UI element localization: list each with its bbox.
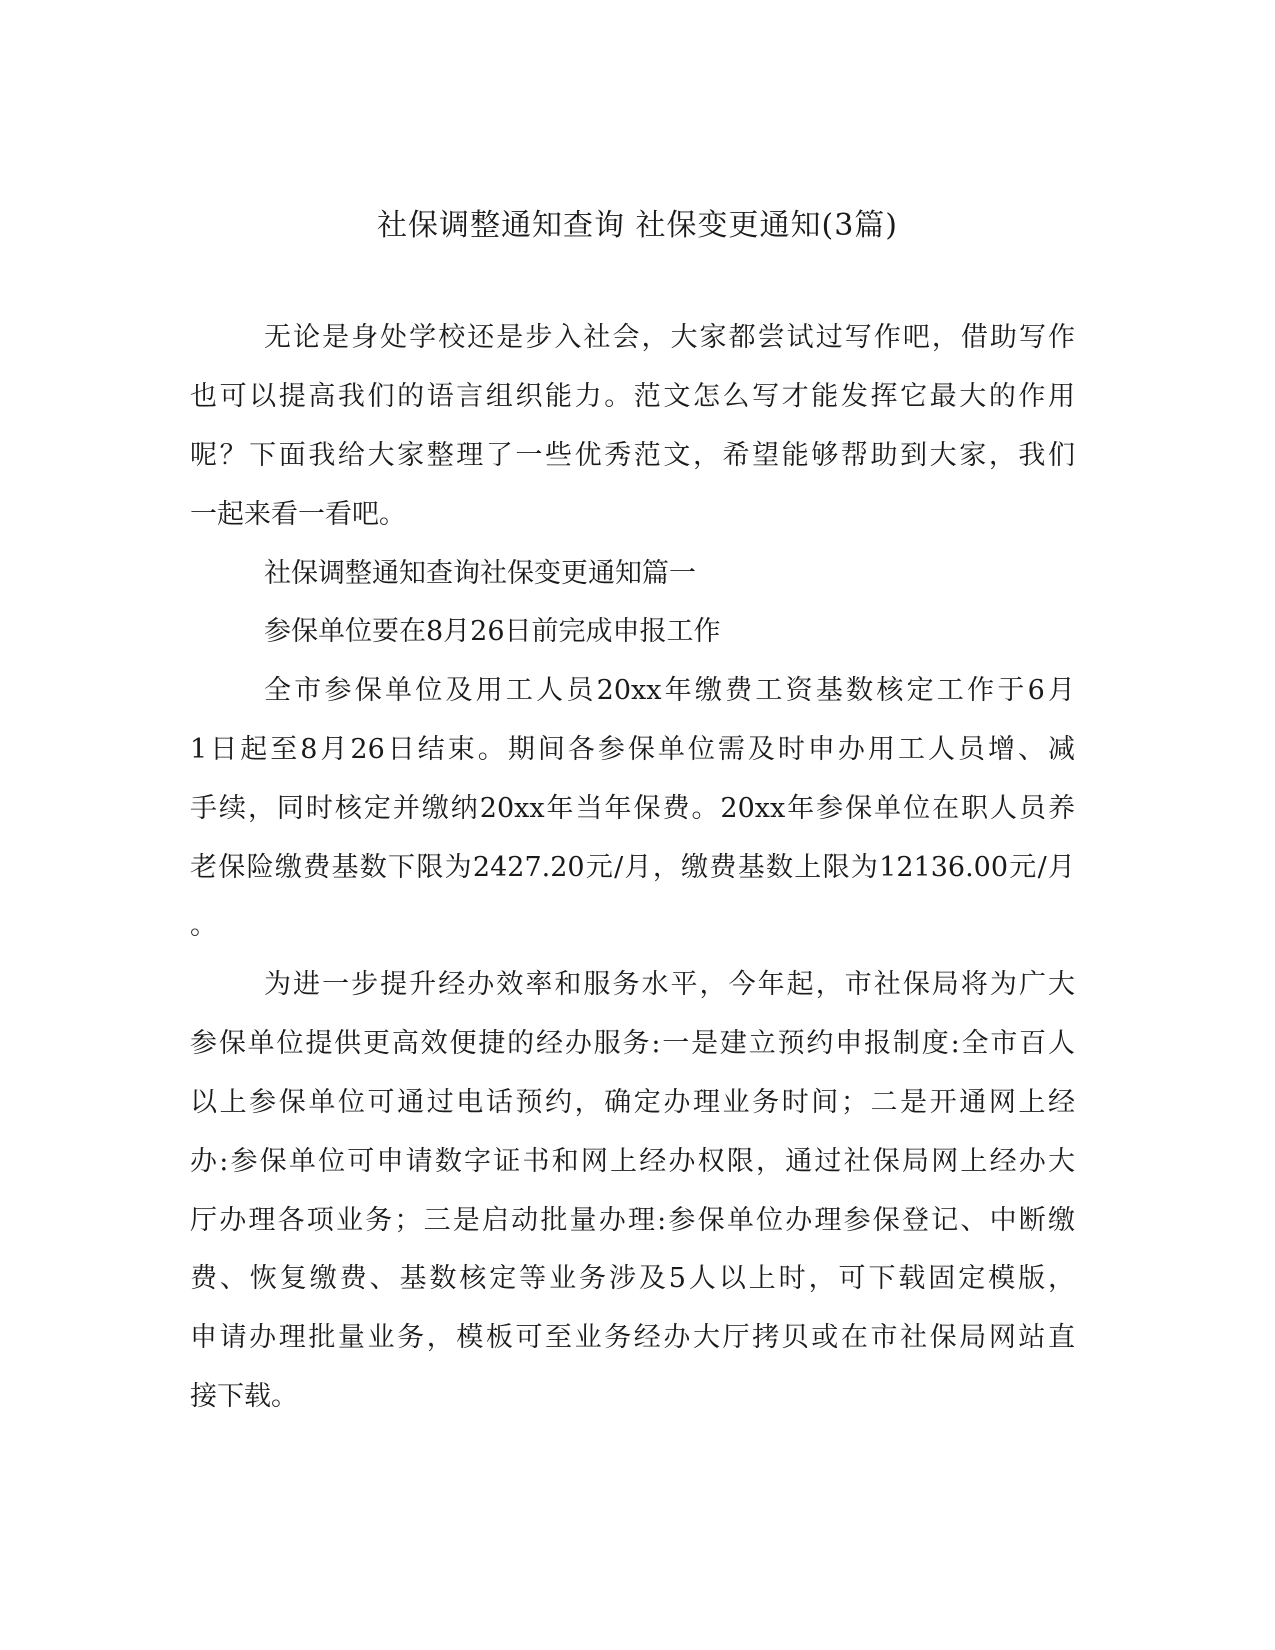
text-line: 也可以提高我们的语言组织能力。范文怎么写才能发挥它最大的作用 (190, 381, 1075, 412)
text-line: 接下载。 (190, 1381, 298, 1412)
text-line: 办:参保单位可申请数字证书和网上经办权限，通过社保局网上经办大 (190, 1146, 1075, 1177)
text-line: 。 (190, 910, 217, 941)
document-title: 社保调整通知查询 社保变更通知(3篇) (376, 208, 899, 243)
text-line: 老保险缴费基数下限为2427.20元/月，缴费基数上限为12136.00元/月 (190, 852, 1075, 883)
section-heading: 社保调整通知查询社保变更通知篇一 (264, 558, 696, 589)
text-line: 全市参保单位及用工人员20xx年缴费工资基数核定工作于6月 (264, 675, 1075, 706)
text-line: 参保单位提供更高效便捷的经办服务:一是建立预约申报制度:全市百人 (190, 1028, 1075, 1059)
text-line: 以上参保单位可通过电话预约，确定办理业务时间；二是开通网上经 (190, 1087, 1075, 1118)
text-line: 为进一步提升经办效率和服务水平，今年起，市社保局将为广大 (264, 969, 1075, 1000)
text-line: 参保单位要在8月26日前完成申报工作 (264, 616, 721, 647)
text-line: 呢？下面我给大家整理了一些优秀范文，希望能够帮助到大家，我们 (190, 440, 1075, 471)
text-line: 申请办理批量业务，模板可至业务经办大厅拷贝或在市社保局网站直 (190, 1322, 1075, 1353)
text-line: 厅办理各项业务；三是启动批量办理:参保单位办理参保登记、中断缴 (190, 1205, 1075, 1236)
text-line: 无论是身处学校还是步入社会，大家都尝试过写作吧，借助写作 (264, 322, 1075, 353)
text-line: 手续，同时核定并缴纳20xx年当年保费。20xx年参保单位在职人员养 (190, 793, 1075, 824)
text-line: 一起来看一看吧。 (190, 499, 406, 530)
text-line: 费、恢复缴费、基数核定等业务涉及5人以上时，可下载固定模版， (190, 1263, 1075, 1294)
text-line: 1日起至8月26日结束。期间各参保单位需及时申办用工人员增、减 (190, 734, 1075, 765)
